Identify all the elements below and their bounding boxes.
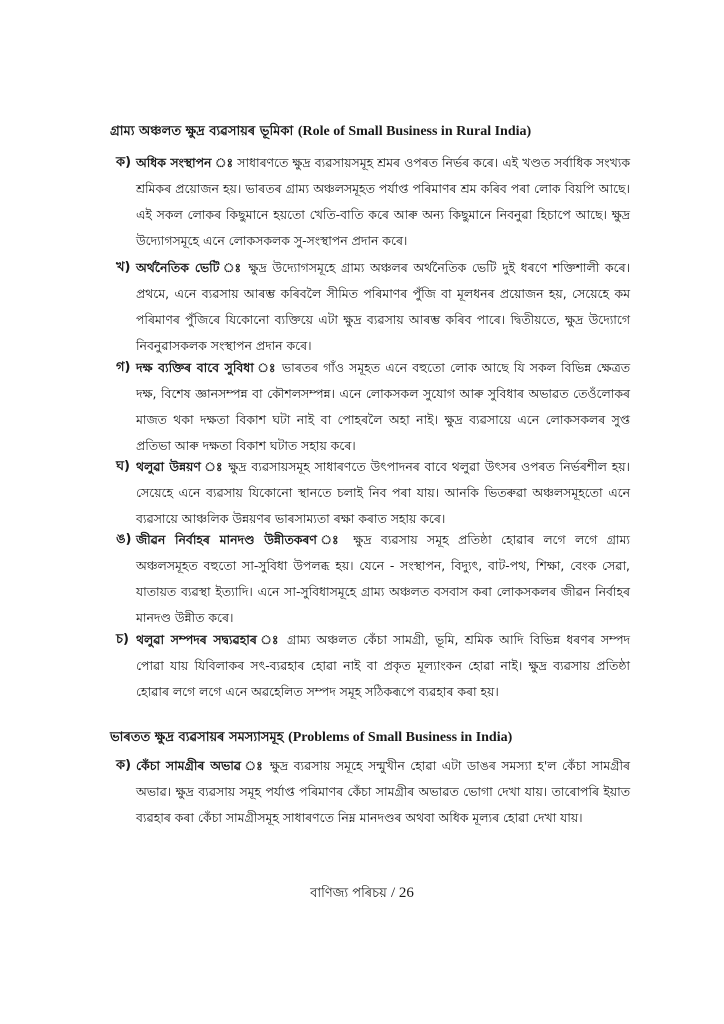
- section-heading-role: [110, 122, 630, 143]
- item-marker: গ): [116, 360, 131, 375]
- item-text: ক্ষুদ্ৰ ব্যৱসায়সমূহ সাধাৰণতে উৎপাদনৰ বাবে থলুৱা উৎসৰ ওপৰত নিৰ্ভৰশীল হয়। সেয়েহে এনে ব্যৱসায় যিকোনো স্থানতে চলাই নিব পৰা যায়। আনকি ভিতৰুৱা অঞ্চলসমূহতো এনে ব্যৱসায়ে আঞ্চলিক উন্নয়ণৰ ভাৰসাম্যতা ৰক্ষা কৰাত সহায় কৰে।: [136, 459, 630, 526]
- item-marker: চ): [116, 632, 129, 647]
- item-marker: ক): [116, 155, 132, 170]
- item-term: দক্ষ ব্যক্তিৰ বাবে সুবিধা ঃ: [136, 360, 277, 375]
- item-marker: ঙ): [116, 532, 132, 547]
- section-heading-problems: [110, 728, 630, 749]
- item-term: থলুৱা উন্নয়ণ ঃ: [136, 459, 224, 474]
- item-paragraph: [136, 753, 630, 831]
- item-paragraph: [136, 355, 630, 459]
- item-text: ক্ষুদ্ৰ ব্যৱসায় সমূহ প্ৰতিষ্ঠা হোৱাৰ লগে লগে গ্ৰাম্য অঞ্চলসমূহত বহুতো সা-সুবিধা উপলব্ধ হয়। যেনে - সংস্থাপন, বিদ্যুৎ, বাট-পথ, শিক্ষা, বেংক সেৱা, যাতায়ত ব্যৱস্থা ইত্যাদি। এনে সা-সুবিধাসমূহে গ্ৰাম্য অঞ্চলত বসবাস কৰা লোকসকলৰ জীৱন নিৰ্বাহৰ মানদণ্ড উন্নীত কৰে।: [136, 532, 630, 625]
- item-term: কেঁচা সামগ্ৰীৰ অভাৱ ঃ: [136, 758, 265, 773]
- heading-assamese: ভাৰতত ক্ষুদ্ৰ ব্যৱসায়ৰ সমস্যাসমূহ: [110, 730, 284, 745]
- item-paragraph: [136, 527, 630, 631]
- item-term: অধিক সংস্থাপন ঃ: [136, 155, 234, 170]
- item-text: ভাৰতৰ গাঁও সমূহত এনে বহুতো লোক আছে যি সকল বিভিন্ন ক্ষেত্ৰত দক্ষ, বিশেষ জ্ঞানসম্পন্ন বা কৌশলসম্পন্ন। এনে লোকসকল সুযোগ আৰু সুবিধাৰ অভাৱত তেওঁলোকৰ মাজত থকা দক্ষতা বিকাশ ঘটা নাই বা পোহৰলৈ অহা নাই। ক্ষুদ্ৰ ব্যৱসায়ে এনে লোকসকলৰ সুপ্ত প্ৰতিভা আৰু দক্ষতা বিকাশ ঘটাত সহায় কৰে।: [136, 360, 631, 453]
- heading-english: (Role of Small Business in Rural India): [297, 124, 532, 139]
- item-paragraph: [136, 255, 630, 359]
- item-text: ক্ষুদ্ৰ উদ্যোগসমূহে গ্ৰাম্য অঞ্চলৰ অৰ্থনৈতিক ভেটি দুই ধৰণে শক্তিশালী কৰে। প্ৰথমে, এনে ব্যৱসায় আৰম্ভ কৰিবলৈ সীমিত পৰিমাণৰ পুঁজি বা মূলধনৰ প্ৰয়োজন হয়, সেয়েহে কম পৰিমাণৰ পুঁজিৰে যিকোনো ব্যক্তিয়ে এটা ক্ষুদ্ৰ ব্যৱসায় আৰম্ভ কৰিব পাৰে। দ্বিতীয়তে, ক্ষুদ্ৰ উদ্যোগে নিবনুৱাসকলক সংস্থাপন প্ৰদান কৰে।: [136, 260, 630, 353]
- page-footer: [0, 884, 724, 905]
- heading-assamese: গ্ৰাম্য অঞ্চলত ক্ষুদ্ৰ ব্যৱসায়ৰ ভূমিকা: [110, 124, 294, 139]
- item-paragraph: [136, 627, 630, 705]
- footer-book-title: বাণিজ্য পৰিচয়: [310, 886, 387, 901]
- item-term: জীৱন নিৰ্বাহৰ মানদণ্ড উন্নীতকৰণ ঃ: [136, 532, 344, 547]
- item-text: ক্ষুদ্ৰ ব্যৱসায় সমূহে সন্মুখীন হোৱা এটা ডাঙৰ সমস্যা হ'ল কেঁচা সামগ্ৰীৰ অভাৱ। ক্ষুদ্ৰ ব্যৱসায় সমূহ পৰ্যাপ্ত পৰিমাণৰ কেঁচা সামগ্ৰীৰ অভাৱত ভোগা দেখা যায়। তাৰোপৰি ইয়াত ব্যৱহাৰ কৰা কেঁচা সামগ্ৰীসমূহ সাধাৰণতে নিম্ন মানদণ্ডৰ অথবা অধিক মূল্যৰ হোৱা দেখা যায়।: [136, 758, 630, 825]
- item-text: গ্ৰাম্য অঞ্চলত কেঁচা সামগ্ৰী, ভূমি, শ্ৰমিক আদি বিভিন্ন ধৰণৰ সম্পদ পোৱা যায় যিবিলাকৰ সৎ-ব্যৱহাৰ হোৱা নাই বা প্ৰকৃত মূল্যাংকন হোৱা নাই। ক্ষুদ্ৰ ব্যৱসায় প্ৰতিষ্ঠা হোৱাৰ লগে লগে এনে অৱহেলিত সম্পদ সমূহ সঠিকৰূপে ব্যৱহাৰ কৰা হয়।: [136, 632, 631, 699]
- item-term: অৰ্থনৈতিক ভেটি ঃ: [136, 260, 243, 275]
- item-text: সাধাৰণতে ক্ষুদ্ৰ ব্যৱসায়সমূহ শ্ৰমৰ ওপৰত নিৰ্ভৰ কৰে। এই খণ্ডত সৰ্বাধিক সংখ্যক শ্ৰমিকৰ প্ৰয়োজন হয়। ভাৰতৰ গ্ৰাম্য অঞ্চলসমূহত পৰ্যাপ্ত পৰিমাণৰ শ্ৰম কৰিব পৰা লোক বিয়পি আছে। এই সকল লোকৰ কিছুমানে হয়তো খেতি-বাতি কৰে আৰু অন্য কিছুমানে নিবনুৱা হিচাপে আছে। ক্ষুদ্ৰ উদ্যোগসমূহে এনে লোকসকলক সু-সংস্থাপন প্ৰদান কৰে।: [136, 155, 630, 248]
- item-paragraph: [136, 150, 630, 254]
- heading-english: (Problems of Small Business in India): [288, 730, 513, 745]
- item-marker: ক): [116, 758, 132, 773]
- page-number: / 26: [390, 885, 414, 901]
- item-term: থলুৱা সম্পদৰ সদ্ব্যৱহাৰ ঃ: [136, 632, 281, 647]
- item-marker: ঘ): [116, 459, 130, 474]
- item-paragraph: [136, 454, 630, 532]
- item-marker: খ): [116, 260, 131, 275]
